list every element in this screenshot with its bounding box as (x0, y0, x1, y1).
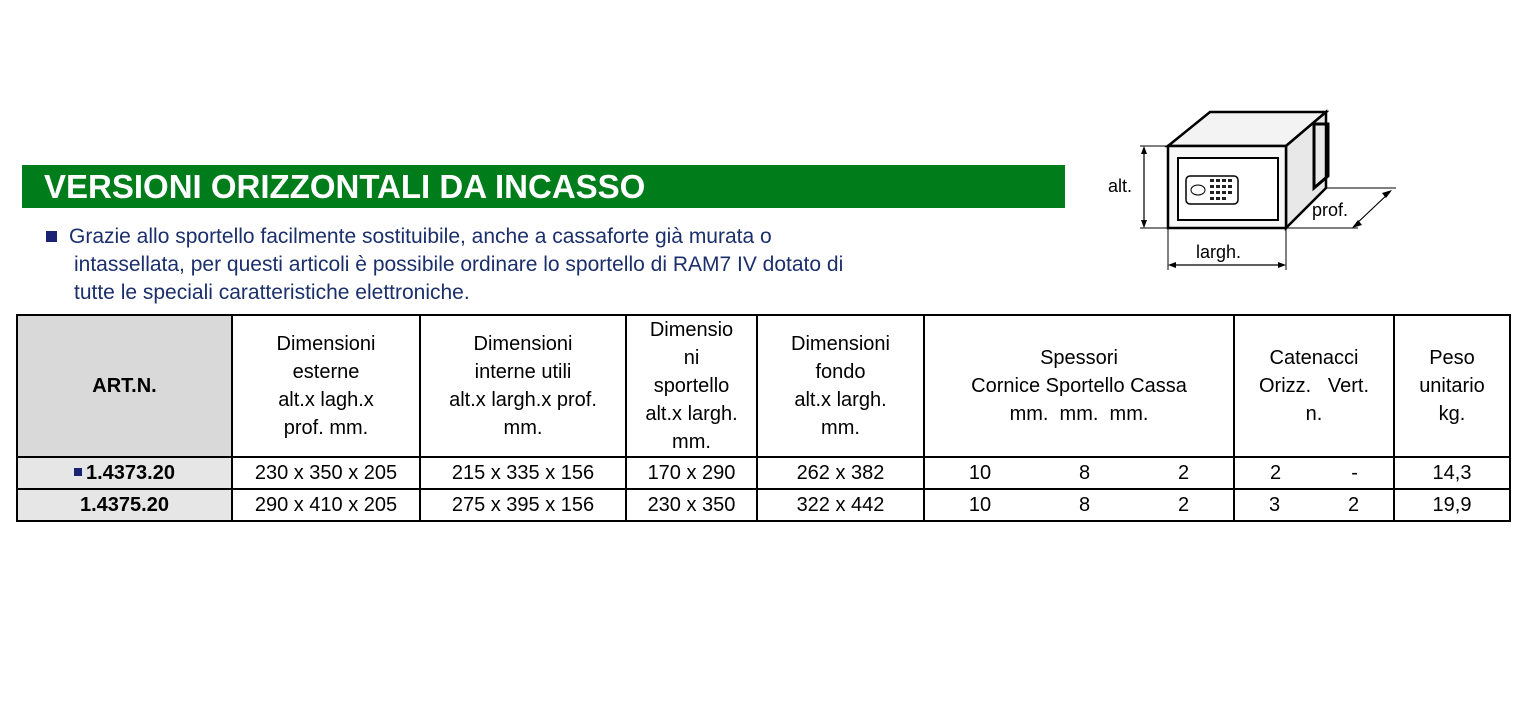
external-dimensions-cell: 230 x 350 x 205 (232, 457, 420, 489)
door-dimensions-cell: 170 x 290 (626, 457, 757, 489)
section-title: VERSIONI ORIZZONTALI DA INCASSO (44, 168, 646, 205)
square-bullet-icon (74, 468, 82, 476)
internal-dimensions-cell: 215 x 335 x 156 (420, 457, 626, 489)
depth-label: prof. (1312, 200, 1349, 220)
square-bullet-icon (46, 231, 57, 242)
table-row (17, 457, 1510, 489)
art-number-cell: 1.4375.20 (17, 489, 232, 521)
description-line-2: intassellata, per questi articoli è possibile ordinare lo sportello di RAM7 IV dotato di (74, 253, 844, 276)
thickness-cell: 10 8 2 (924, 457, 1234, 489)
back-dimensions-cell: 262 x 382 (757, 457, 924, 489)
specifications-table (16, 314, 1511, 522)
header-weight: Peso unitario kg. (1394, 315, 1510, 457)
header-external-dimensions: Dimensioni esterne alt.x lagh.x prof. mm. (232, 315, 420, 457)
header-art-number: ART.N. (17, 315, 232, 457)
weight-cell: 19,9 (1394, 489, 1510, 521)
header-internal-dimensions: Dimensioni interne utili alt.x largh.x prof. mm. (420, 315, 626, 457)
description-line-1: Grazie allo sportello facilmente sostituibile, anche a cassaforte già murata o (69, 225, 772, 248)
safe-dimensions-diagram (1096, 88, 1416, 278)
header-door-dimensions: Dimensio ni sportello alt.x largh. mm. (626, 315, 757, 457)
description-line-3: tutte le speciali caratteristiche elettroniche. (74, 281, 470, 304)
section-title-bar (22, 165, 1065, 208)
table-row (17, 489, 1510, 521)
bolts-cell: 3 2 (1234, 489, 1394, 521)
art-number-cell: 1.4373.20 (17, 457, 232, 489)
weight-cell: 14,3 (1394, 457, 1510, 489)
header-thickness: Spessori Cornice Sportello Cassa mm. mm. mm. (924, 315, 1234, 457)
width-label: largh. (1196, 242, 1242, 262)
thickness-cell: 10 8 2 (924, 489, 1234, 521)
description-paragraph (46, 223, 1006, 307)
header-bolts: Catenacci Orizz. Vert. n. (1234, 315, 1394, 457)
table-header-row (17, 315, 1510, 457)
door-dimensions-cell: 230 x 350 (626, 489, 757, 521)
header-back-dimensions: Dimensioni fondo alt.x largh. mm. (757, 315, 924, 457)
height-label: alt. (1108, 176, 1133, 196)
external-dimensions-cell: 290 x 410 x 205 (232, 489, 420, 521)
internal-dimensions-cell: 275 x 395 x 156 (420, 489, 626, 521)
bolts-cell: 2 - (1234, 457, 1394, 489)
back-dimensions-cell: 322 x 442 (757, 489, 924, 521)
